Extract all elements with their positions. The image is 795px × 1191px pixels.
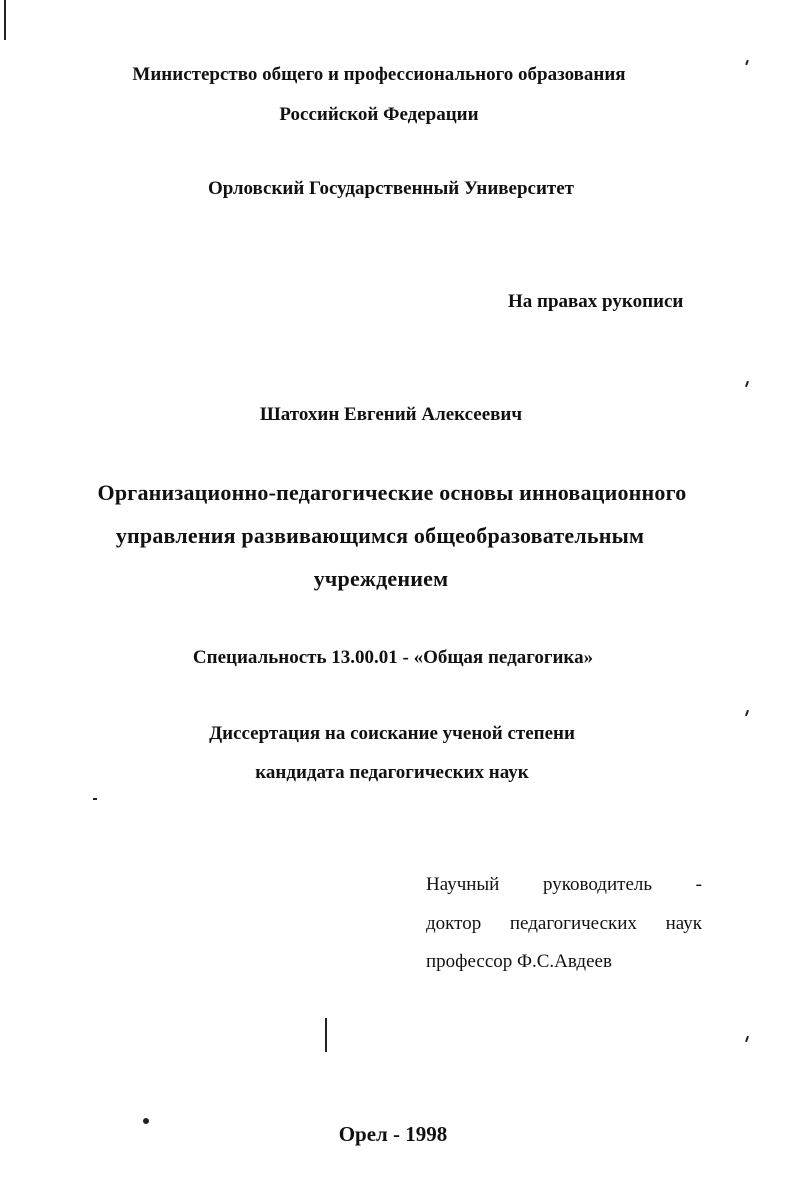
scan-bar-mark bbox=[325, 1018, 327, 1052]
thesis-title-line: Организационно-педагогические основы инновационного bbox=[97, 480, 687, 505]
supervisor-line bbox=[426, 874, 702, 897]
federation-heading: Российской Федерации bbox=[279, 104, 479, 125]
thesis-title-line: управления развивающимся общеобразовательным bbox=[115, 523, 645, 548]
specialty-line: Специальность 13.00.01 - «Общая педагогика» bbox=[192, 647, 594, 668]
supervisor-degree-line bbox=[426, 913, 702, 936]
author-name: Шатохин Евгений Алексеевич bbox=[259, 404, 523, 425]
scan-tick-mark bbox=[745, 1036, 749, 1042]
supervisor-degree-word: доктор bbox=[426, 913, 482, 934]
supervisor-degree-word: педагогических bbox=[509, 913, 637, 934]
thesis-title-line: учреждением bbox=[313, 566, 449, 591]
supervisor-degree-word: наук bbox=[665, 913, 702, 934]
supervisor-word: - bbox=[695, 874, 702, 895]
ministry-heading: Министерство общего и профессионального образования bbox=[132, 64, 626, 85]
university-heading: Орловский Государственный Университет bbox=[207, 178, 575, 199]
scan-dash-mark bbox=[93, 798, 97, 800]
city-year-footer: Орел - 1998 bbox=[338, 1122, 448, 1146]
scan-tick-mark bbox=[745, 710, 749, 716]
scan-tick-mark bbox=[745, 381, 749, 387]
supervisor-word: руководитель bbox=[543, 874, 653, 895]
supervisor-word: Научный bbox=[426, 874, 500, 895]
supervisor-name-line: профессор Ф.С.Авдеев bbox=[426, 951, 612, 972]
dissertation-line: Диссертация на соискание ученой степени bbox=[209, 723, 575, 744]
dissertation-line: кандидата педагогических наук bbox=[255, 762, 529, 783]
rights-note: На правах рукописи bbox=[508, 291, 684, 312]
scan-edge-mark bbox=[4, 0, 6, 40]
